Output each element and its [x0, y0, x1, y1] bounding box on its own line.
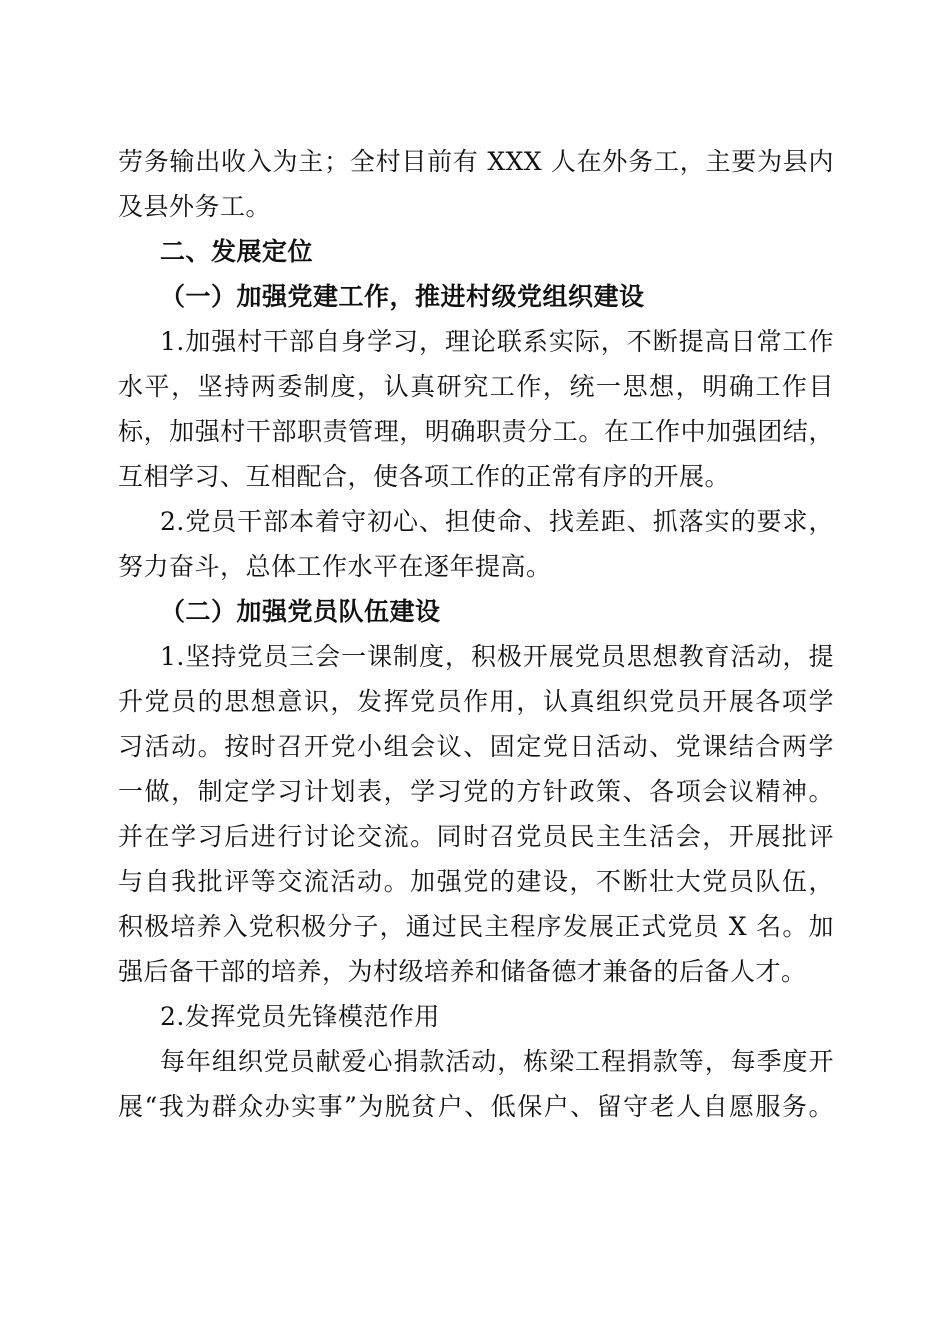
body-line: 积极培养入党积极分子，通过民主程序发展正式党员 X 名。加: [118, 912, 834, 941]
body-line: 互相学习、互相配合，使各项工作的正常有序的开展。: [118, 462, 731, 491]
body-line: 1.坚持党员三会一课制度，积极开展党员思想教育活动，提: [160, 642, 834, 671]
body-line: 与自我批评等交流活动。加强党的建设，不断壮大党员队伍，: [118, 867, 834, 896]
body-line: 2.党员干部本着守初心、担使命、找差距、抓落实的要求，: [160, 507, 834, 536]
body-line: 努力奋斗，总体工作水平在逐年提高。: [118, 552, 552, 581]
subsection-heading: （二）加强党员队伍建设: [160, 597, 441, 626]
body-line: 并在学习后进行讨论交流。同时召党员民主生活会，开展批评: [118, 822, 834, 851]
body-line: 强后备干部的培养，为村级培养和储备德才兼备的后备人才。: [118, 957, 807, 986]
body-line: 劳务输出收入为主；全村目前有 XXX 人在外务工，主要为县内: [118, 147, 834, 176]
body-line: 及县外务工。: [118, 192, 272, 221]
body-line: 习活动。按时召开党小组会议、固定党日活动、党课结合两学: [118, 732, 834, 761]
body-line: 1.加强村干部自身学习，理论联系实际，不断提高日常工作: [160, 327, 834, 356]
body-line: 标，加强村干部职责管理，明确职责分工。在工作中加强团结，: [118, 417, 834, 446]
body-line: 2.发挥党员先锋模范作用: [160, 1002, 440, 1031]
section-heading: 二、发展定位: [160, 237, 314, 266]
body-line: 一做，制定学习计划表，学习党的方针政策、各项会议精神。: [118, 777, 834, 806]
subsection-heading: （一）加强党建工作，推进村级党组织建设: [160, 282, 645, 311]
body-line: 展“我为群众办实事”为脱贫户、低保户、留守老人自愿服务。: [118, 1092, 834, 1121]
body-line: 水平，坚持两委制度，认真研究工作，统一思想，明确工作目: [118, 372, 834, 401]
body-line: 每年组织党员献爱心捐款活动，栋梁工程捐款等，每季度开: [160, 1047, 834, 1076]
body-line: 升党员的思想意识，发挥党员作用，认真组织党员开展各项学: [118, 687, 834, 716]
